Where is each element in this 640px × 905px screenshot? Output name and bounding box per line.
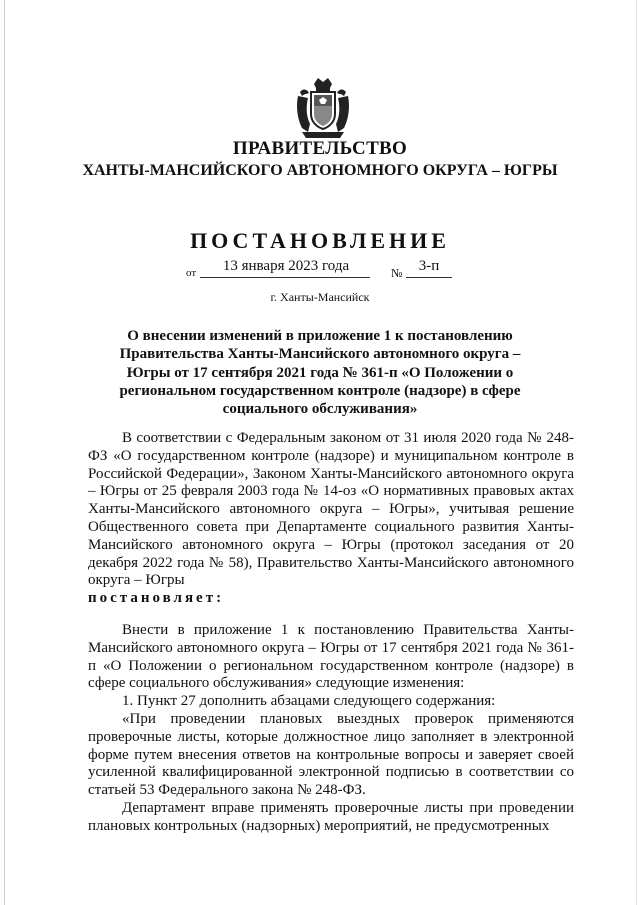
body-paragraph: 1. Пункт 27 дополнить абзацами следующего содержания: [122,693,496,710]
document-number: 3-п [418,258,440,274]
date-underline [200,277,370,278]
number-label: № [391,266,403,280]
resolves-word: постановляет: [88,590,225,607]
preamble-text: В соответствии с Федеральным законом от 31 июля 2020 года № 248-ФЗ «О государственном контроле (надзоре) и муниципальном контроле в Российской Федерации», Законом Ханты-Мансийского автономного округа – Югры от 25 февраля 2003 года № 14-оз «О нормативных правовых актах Ханты-Мансийского автономного округа – Югры», учитывая решение Общественного совета при Департаменте социального развития Ханты-Мансийского автономного округа – Югры (протокол заседания от 20 декабря 2022 года № 58), Правительство Ханты-Мансийского автономного округа – Югры [88,430,574,589]
body-paragraph: Внести в приложение 1 к постановлению Правительства Ханты-Мансийского автономного округа – Югры от 17 сентября 2021 года № 361-п «О Положении о региональном государственном контроле (надзоре) в сфере социального обслуживания» следующие изменения: [88,622,574,692]
body-paragraph: Департамент вправе применять проверочные листы при проведении плановых контрольных (надзорных) мероприятий, не предусмотренных [88,799,574,834]
government-subtitle: ХАНТЫ-МАНСИЙСКОГО АВТОНОМНОГО ОКРУГА – ЮГРЫ [82,162,558,179]
scan-edge-left [4,0,5,905]
body-paragraph: «При проведении плановых выездных проверок применяются проверочные листы, которые должностное лицо заполняет в электронной форме путем внесения ответов на контрольные вопросы и заверяет своей усиленной квалифицированной электронной подписью в соответствии со статьей 53 Федерального закона № 248-ФЗ. [88,710,574,799]
scan-edge-right [636,0,637,905]
date-number-row [186,258,486,282]
document-subject: О внесении изменений в приложение 1 к постановлению Правительства Ханты-Мансийского автономного округа – Югры от 17 сентября 2021 года № 361-п «О Положении о региональном государственном контроле (надзоре) в сфере социального обслуживания» [119,328,521,418]
resolution-body [88,622,574,836]
document-type: ПОСТАНОВЛЕНИЕ [190,228,450,253]
number-underline [406,277,452,278]
document-date: 13 января 2023 года [222,258,350,274]
preamble-block [88,430,574,608]
date-label: от [186,267,197,279]
preamble-paragraph [88,430,574,608]
document-city: г. Ханты-Мансийск [270,290,370,304]
coat-of-arms-icon [294,76,352,140]
government-title: ПРАВИТЕЛЬСТВО [232,138,408,159]
